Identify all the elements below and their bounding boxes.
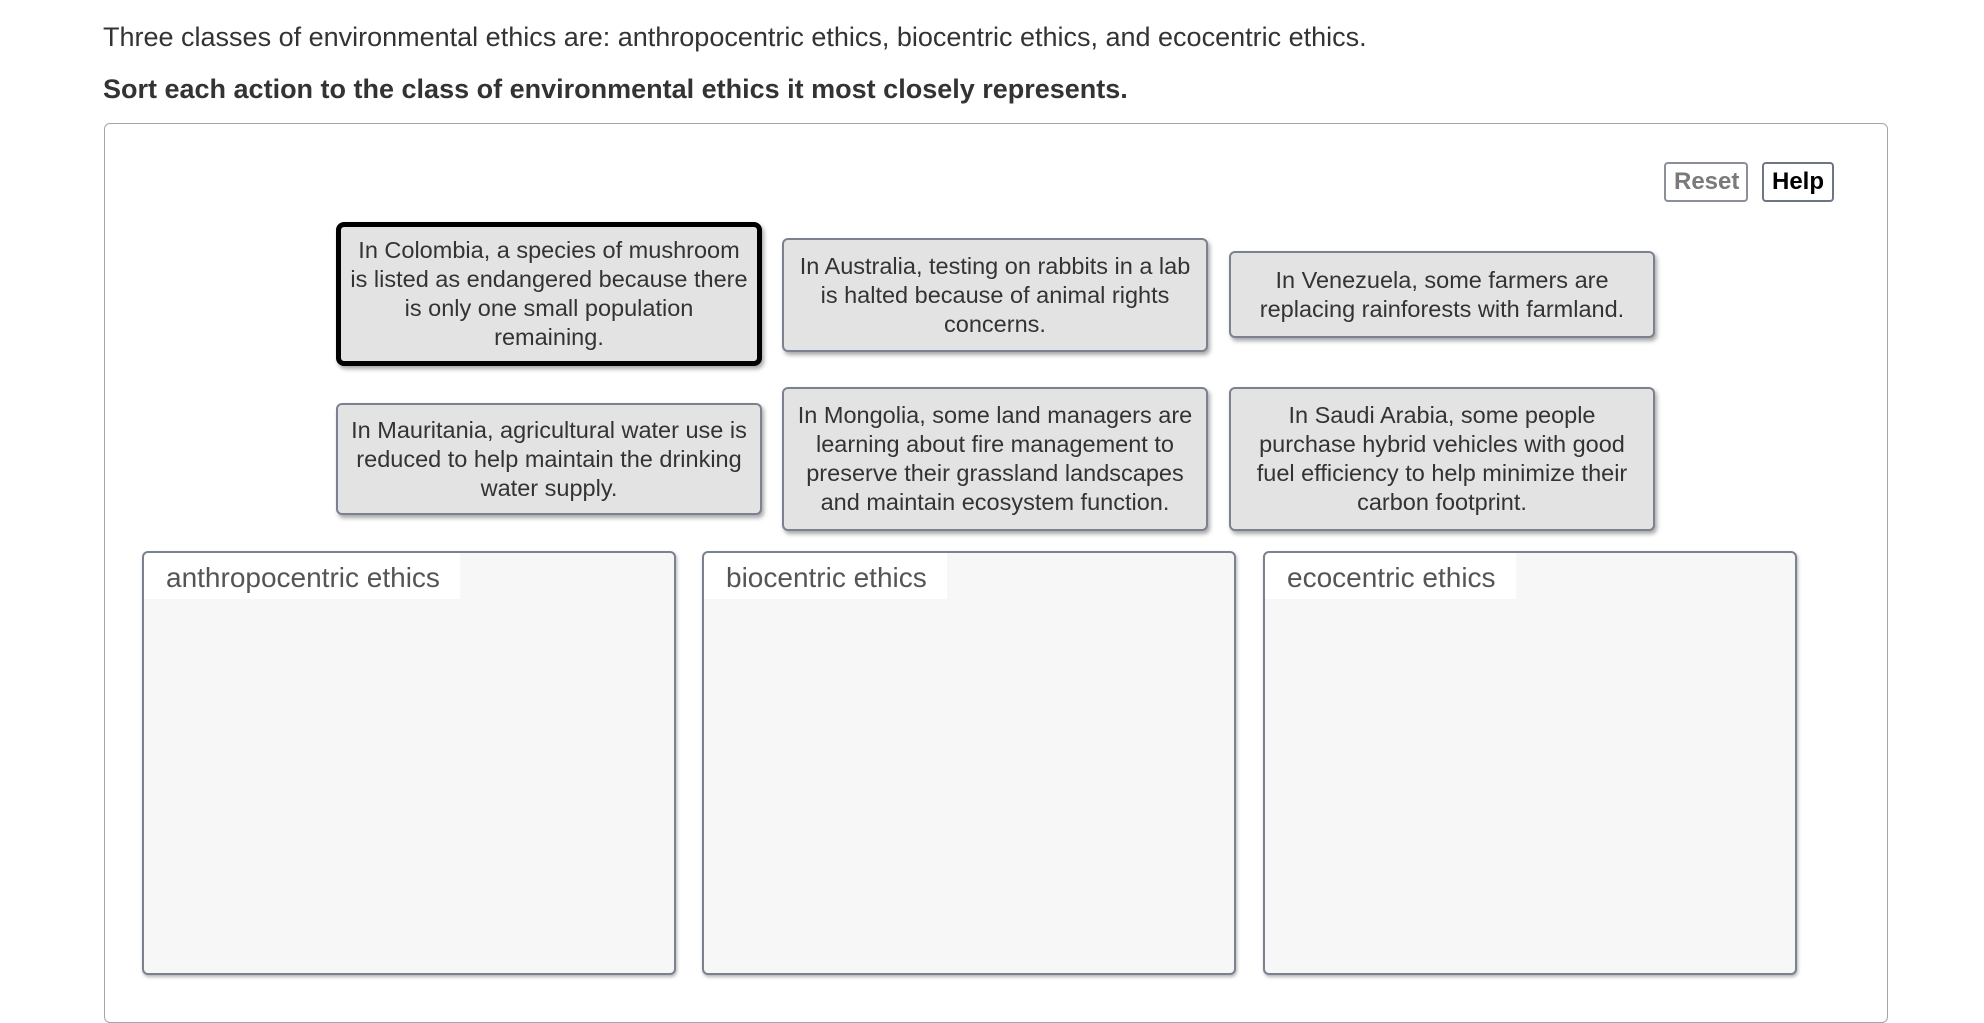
card-mongolia-grassland[interactable] [782, 387, 1208, 531]
card-text: In Venezuela, some farmers are replacing rainforests with farmland. [1259, 266, 1625, 322]
card-venezuela-rainforest[interactable] [1229, 251, 1655, 338]
help-button[interactable]: Help [1762, 162, 1834, 202]
card-text: In Colombia, a species of mushroom is listed as endangered because there is only one small population remaining. [350, 237, 748, 350]
card-saudi-arabia-hybrid[interactable] [1229, 387, 1655, 531]
card-mauritania-water[interactable] [336, 403, 762, 515]
reset-button[interactable]: Reset [1664, 162, 1748, 202]
card-australia-rabbits[interactable] [782, 238, 1208, 352]
instruction-text: Sort each action to the class of environmental ethics it most closely represents. [103, 74, 1128, 104]
bin-biocentric[interactable] [702, 551, 1236, 975]
bin-ecocentric[interactable] [1263, 551, 1797, 975]
card-text: In Mauritania, agricultural water use is reduced to help maintain the drinking water supply. [351, 416, 747, 501]
card-text: In Mongolia, some land managers are learning about fire management to preserve their grassland landscapes and maintain ecosystem function. [797, 402, 1193, 515]
intro-text: Three classes of environmental ethics are: anthropocentric ethics, biocentric ethics, and ecocentric ethics. [103, 22, 1367, 52]
bin-label: ecocentric ethics [1265, 553, 1516, 599]
card-colombia-mushroom[interactable] [336, 222, 762, 366]
card-text: In Australia, testing on rabbits in a lab is halted because of animal rights concerns. [799, 252, 1191, 337]
bin-anthropocentric[interactable] [142, 551, 676, 975]
bin-label: anthropocentric ethics [144, 553, 460, 599]
card-text: In Saudi Arabia, some people purchase hybrid vehicles with good fuel efficiency to help minimize their carbon footprint. [1256, 402, 1628, 515]
bin-label: biocentric ethics [704, 553, 947, 599]
